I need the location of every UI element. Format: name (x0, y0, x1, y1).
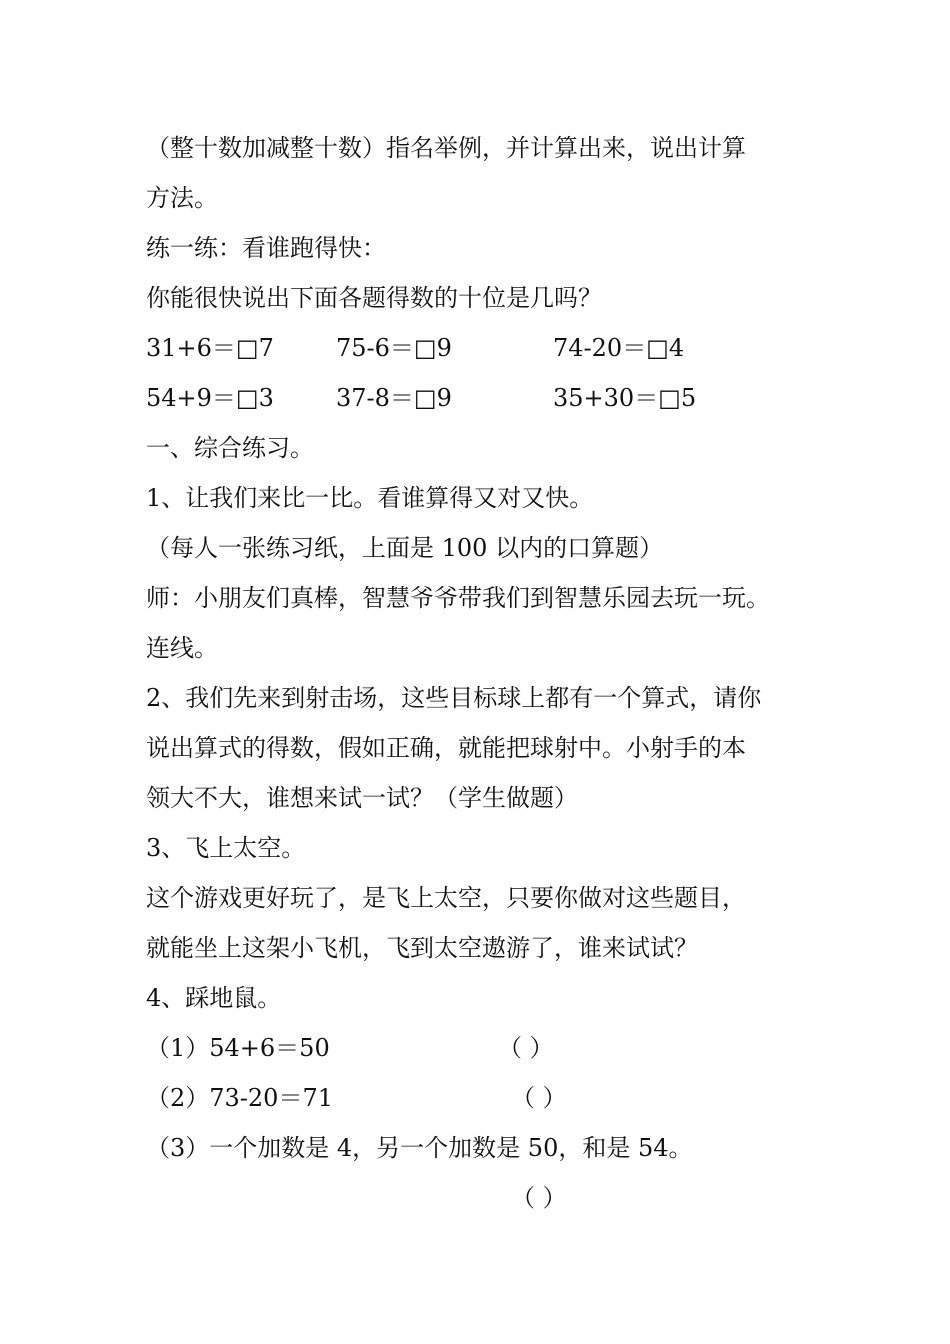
exercise-2-1: 54+9＝□3 (146, 384, 274, 412)
judgment-3-answer: （ ） (511, 1184, 567, 1212)
item-3-line-2: 就能坐上这架小飞机，飞到太空遨游了，谁来试试？ (146, 934, 698, 962)
judgment-1-answer: （ ） (498, 1034, 554, 1062)
exercise-2-2: 37-8＝□9 (336, 384, 452, 412)
heading-practice: 练一练：看谁跑得快： (146, 234, 386, 262)
judgment-2: （2）73-20＝71 (146, 1084, 333, 1112)
judgment-3: （3）一个加数是 4，另一个加数是 50，和是 54。 (146, 1134, 693, 1162)
item-2-line-1: 2、我们先来到射击场，这些目标球上都有一个算式，请你 (146, 684, 762, 712)
section-heading: 一、综合练习。 (146, 434, 314, 462)
item-4: 4、踩地鼠。 (146, 984, 282, 1012)
judgment-1: （1）54+6＝50 (146, 1034, 330, 1062)
question-tens: 你能很快说出下面各题得数的十位是几吗？ (146, 284, 602, 312)
item-1: 1、让我们来比一比。看谁算得又对又快。 (146, 484, 594, 512)
connect-line: 连线。 (146, 634, 218, 662)
exercise-1-1: 31+6＝□7 (146, 334, 274, 362)
exercise-1-3: 74-20＝□4 (553, 334, 685, 362)
teacher-line: 师：小朋友们真棒，智慧爷爷带我们到智慧乐园去玩一玩。 (146, 584, 770, 612)
judgment-2-answer: （ ） (511, 1084, 567, 1112)
item-3: 3、飞上太空。 (146, 834, 306, 862)
item-2-line-3: 领大不大，谁想来试一试？（学生做题） (146, 784, 578, 812)
item-1-note: （每人一张练习纸，上面是 100 以内的口算题） (146, 534, 664, 562)
paragraph-intro: （整十数加减整十数）指名举例，并计算出来，说出计算 (146, 134, 746, 162)
item-3-line-1: 这个游戏更好玩了，是飞上太空，只要你做对这些题目， (146, 884, 746, 912)
exercise-2-3: 35+30＝□5 (553, 384, 697, 412)
paragraph-method: 方法。 (146, 184, 218, 212)
item-2-line-2: 说出算式的得数，假如正确，就能把球射中。小射手的本 (146, 734, 746, 762)
exercise-1-2: 75-6＝□9 (336, 334, 452, 362)
